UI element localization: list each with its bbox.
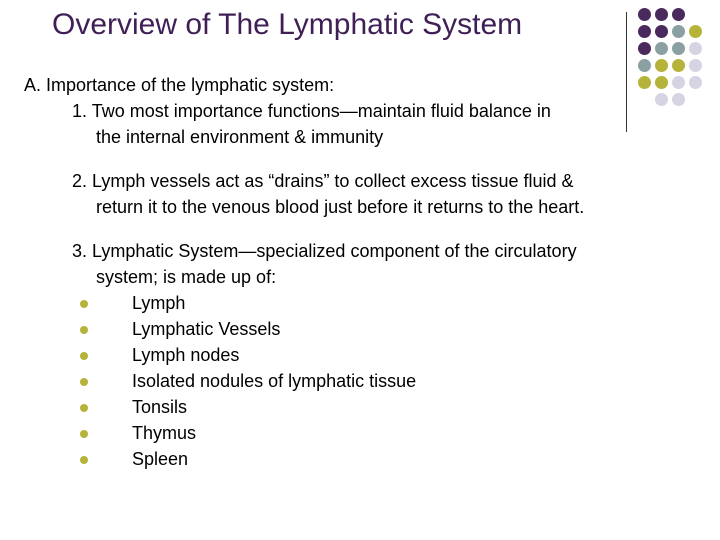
decor-dot xyxy=(672,42,685,55)
decor-dot xyxy=(638,8,651,21)
component-list-item xyxy=(24,420,644,446)
decor-dot xyxy=(655,93,668,106)
bullet-dot-icon xyxy=(80,404,88,412)
decor-dot xyxy=(638,59,651,72)
bullet-dot-icon xyxy=(80,300,88,308)
decor-dot xyxy=(638,42,651,55)
decor-dot xyxy=(672,59,685,72)
item-1-line-2: the internal environment & immunity xyxy=(96,127,384,147)
decor-dot xyxy=(689,59,702,72)
bullet-dot-icon xyxy=(80,456,88,464)
decor-dot xyxy=(655,8,668,21)
decor-dot xyxy=(689,76,702,89)
decor-dot xyxy=(655,59,668,72)
item-3-line-1: 3. Lymphatic System—specialized component of the circulatory xyxy=(72,241,577,261)
decor-dot xyxy=(655,25,668,38)
component-label: Thymus xyxy=(132,423,197,443)
component-list xyxy=(24,290,644,472)
component-label: Lymph nodes xyxy=(132,345,240,365)
component-list-item xyxy=(24,342,644,368)
component-list-item xyxy=(24,394,644,420)
bullet-dot-icon xyxy=(80,378,88,386)
component-list-item xyxy=(24,446,644,472)
component-list-item xyxy=(24,368,644,394)
bullet-dot-icon xyxy=(80,352,88,360)
component-label: Lymphatic Vessels xyxy=(132,319,281,339)
component-label: Spleen xyxy=(132,449,189,469)
item-3-line-2: system; is made up of: xyxy=(96,267,277,287)
bullet-dot-icon xyxy=(80,430,88,438)
item-2-line-1: 2. Lymph vessels act as “drains” to collect excess tissue fluid & xyxy=(72,171,574,191)
decor-dot xyxy=(638,25,651,38)
component-label: Lymph xyxy=(132,293,186,313)
item-1-line-1: 1. Two most importance functions—maintain fluid balance in xyxy=(72,101,551,121)
decor-dot xyxy=(689,42,702,55)
decor-dot xyxy=(672,76,685,89)
component-label: Tonsils xyxy=(132,397,188,417)
decor-dot xyxy=(689,25,702,38)
decor-dot xyxy=(672,93,685,106)
decor-dot xyxy=(672,25,685,38)
decor-dot xyxy=(672,8,685,21)
decor-dot xyxy=(655,76,668,89)
slide-body xyxy=(24,72,644,472)
page-title: Overview of The Lymphatic System xyxy=(52,8,523,41)
spacer xyxy=(24,150,644,168)
component-list-item xyxy=(24,316,644,342)
component-label: Isolated nodules of lymphatic tissue xyxy=(132,371,417,391)
item-2-line-2: return it to the venous blood just before it returns to the heart. xyxy=(96,197,585,217)
spacer xyxy=(24,220,644,238)
bullet-dot-icon xyxy=(80,326,88,334)
section-heading: A. Importance of the lymphatic system: xyxy=(24,75,335,95)
component-list-item xyxy=(24,290,644,316)
decor-dot xyxy=(655,42,668,55)
